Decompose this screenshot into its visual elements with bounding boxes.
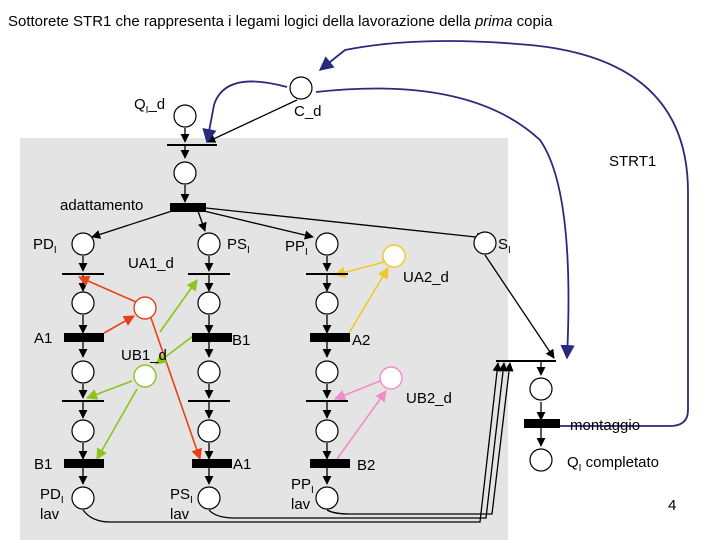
col2-transition-3 bbox=[188, 400, 230, 402]
title-main: Sottorete STR1 che rappresenta i legami logici della lavorazione della bbox=[8, 13, 475, 30]
ua1-d-place bbox=[134, 297, 156, 319]
pdi-place bbox=[72, 233, 94, 255]
right-place-1 bbox=[530, 378, 552, 400]
si-sub: I bbox=[508, 245, 511, 256]
a2-label: A2 bbox=[352, 332, 371, 349]
top-transition bbox=[167, 144, 217, 146]
qi-completato-main: Q bbox=[567, 454, 579, 471]
title-emphasis: prima bbox=[474, 13, 513, 30]
montaggio-transition bbox=[524, 419, 560, 428]
col1-transition-3 bbox=[62, 400, 104, 402]
qi-d-tail: _d bbox=[148, 96, 166, 113]
b2-label: B2 bbox=[357, 457, 376, 474]
a2-transition bbox=[310, 333, 350, 342]
si-main: S bbox=[498, 236, 509, 253]
ua2-d-label: UA2_d bbox=[403, 269, 449, 286]
col1-place-4 bbox=[72, 420, 94, 442]
qi-d-label bbox=[134, 96, 165, 116]
qi-d-sub: I bbox=[145, 105, 149, 116]
title-tail: copia bbox=[512, 13, 553, 30]
ub2-d-label: UB2_d bbox=[406, 390, 452, 407]
ub2-d-place bbox=[380, 367, 402, 389]
psi-main: PS bbox=[227, 236, 248, 253]
ppi-place bbox=[316, 233, 338, 255]
psi-lav-sub: I bbox=[190, 495, 193, 506]
col1-place-3 bbox=[72, 361, 94, 383]
b2-transition bbox=[310, 459, 350, 468]
ua1-d-label: UA1_d bbox=[128, 255, 174, 272]
ppi-lav-place bbox=[316, 487, 338, 509]
pdi-lav-main: PD bbox=[40, 486, 61, 503]
col3-transition-1 bbox=[306, 273, 348, 275]
qi-d-main: Q bbox=[134, 96, 146, 113]
b1-transition-left bbox=[64, 459, 104, 468]
ppi-lav-tail: lav bbox=[291, 496, 311, 513]
col2-place-3 bbox=[198, 361, 220, 383]
qi-completato-label bbox=[567, 454, 659, 474]
col3-place-2 bbox=[316, 292, 338, 314]
col1-place-2 bbox=[72, 292, 94, 314]
page-title bbox=[8, 13, 553, 30]
col3-place-3 bbox=[316, 361, 338, 383]
strt1-label: STRT1 bbox=[609, 153, 657, 170]
qi-completato-place bbox=[530, 449, 552, 471]
ppi-lav-main: PP bbox=[291, 476, 312, 493]
montaggio-label: montaggio bbox=[570, 417, 641, 434]
col2-place-2 bbox=[198, 292, 220, 314]
adattamento-transition bbox=[170, 203, 206, 212]
qi-completato-sub: I bbox=[578, 463, 582, 474]
qi-d-place bbox=[174, 105, 196, 127]
col3-transition-3 bbox=[306, 400, 348, 402]
psi-sub: I bbox=[247, 245, 250, 256]
b1-left-label: B1 bbox=[34, 456, 53, 473]
c-d-place bbox=[290, 77, 312, 99]
ua2-d-place bbox=[383, 245, 405, 267]
montaggio-input-transition bbox=[496, 360, 556, 362]
a1-left-label: A1 bbox=[34, 330, 53, 347]
ub1-d-place bbox=[134, 365, 156, 387]
a1-mid-label: A1 bbox=[233, 456, 252, 473]
a1-transition-mid bbox=[192, 459, 232, 468]
b1-mid-label: B1 bbox=[232, 332, 251, 349]
pdi-lav-tail: lav bbox=[40, 506, 60, 523]
pdi-sub: I bbox=[53, 245, 57, 256]
ub1-d-label: UB1_d bbox=[121, 347, 167, 364]
qi-completato-tail: completato bbox=[581, 454, 659, 471]
ppi-sub: I bbox=[305, 247, 308, 258]
si-place bbox=[474, 232, 496, 254]
psi-place bbox=[198, 233, 220, 255]
adattamento-label: adattamento bbox=[60, 197, 144, 214]
pdi-lav-sub: I bbox=[60, 495, 64, 506]
col3-place-4 bbox=[316, 420, 338, 442]
pdi-lav-place bbox=[72, 487, 94, 509]
page-number: 4 bbox=[668, 497, 677, 514]
col1-transition-1 bbox=[62, 273, 104, 275]
col2-transition-1 bbox=[188, 273, 230, 275]
psi-lav-place bbox=[198, 487, 220, 509]
ppi-lav-sub: I bbox=[311, 485, 314, 496]
strt1-place bbox=[174, 162, 196, 184]
a1-transition-left bbox=[64, 333, 104, 342]
psi-lav-main: PS bbox=[170, 486, 191, 503]
b1-transition-mid bbox=[192, 333, 232, 342]
col2-place-4 bbox=[198, 420, 220, 442]
ppi-main: PP bbox=[285, 238, 306, 255]
pdi-main: PD bbox=[33, 236, 54, 253]
psi-lav-tail: lav bbox=[170, 506, 190, 523]
c-d-label: C_d bbox=[294, 103, 322, 120]
